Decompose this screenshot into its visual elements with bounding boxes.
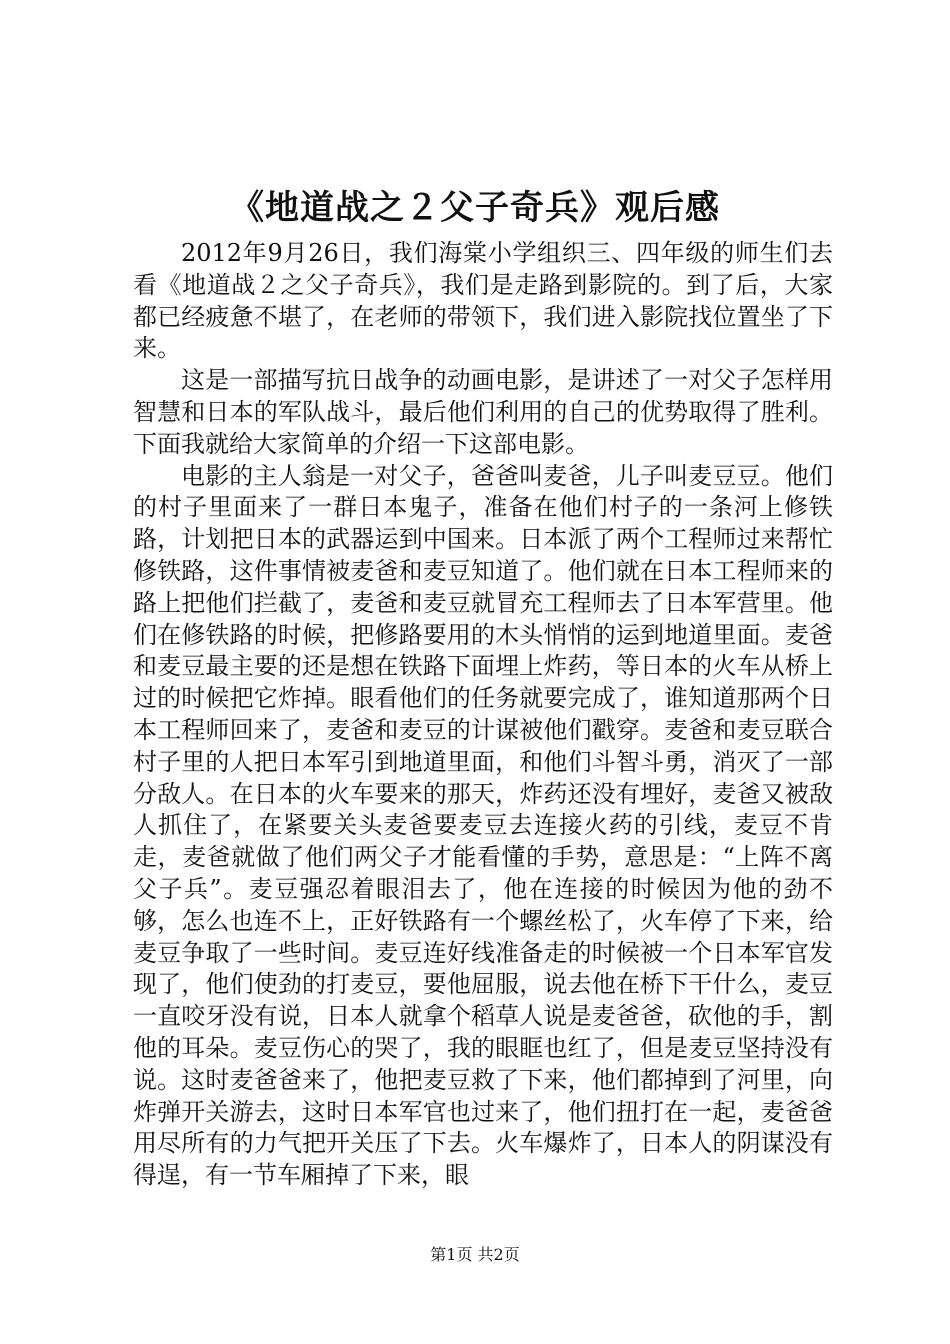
document-title: 《地道战之２父子奇兵》观后感 bbox=[230, 188, 720, 228]
paragraph-3: 电影的主人翁是一对父子，爸爸叫麦爸，儿子叫麦豆豆。他们的村子里面来了一群日本鬼子，准备在他们村子的一条河上修铁路，计划把日本的武器运到中国来。日本派了两个工程师过来帮忙修铁路，这件事情被麦爸和麦豆知道了。他们就在日本工程师来的路上把他们拦截了，麦爸和麦豆就冒充工程师去了日本军营里。他们在修铁路的时候，把修路要用的木头悄悄的运到地道里面。麦爸和麦豆最主要的还是想在铁路下面埋上炸药，等日本的火车从桥上过的时候把它炸掉。眼看他们的任务就要完成了，谁知道那两个日本工程师回来了，麦爸和麦豆的计谋被他们戳穿。麦爸和麦豆联合村子里的人把日本军引到地道里面，和他们斗智斗勇，消灭了一部分敌人。在日本的火车要来的那天，炸药还没有埋好，麦爸又被敌人抓住了，在紧要关头麦爸要麦豆去连接火药的引线，麦豆不肯走，麦爸就做了他们两父子才能看懂的手势，意思是：“上阵不离父子兵”。麦豆强忍着眼泪去了，他在连接的时候因为他的劲不够，怎么也连不上，正好铁路有一个螺丝松了，火车停了下来，给麦豆争取了一些时间。麦豆连好线准备走的时候被一个日本军官发现了，他们使劲的打麦豆，要他屈服，说去他在桥下干什么，麦豆一直咬牙没有说，日本人就拿个稻草人说是麦爸爸，砍他的手，割他的耳朵。麦豆伤心的哭了，我的眼眶也红了，但是麦豆坚持没有说。这时麦爸爸来了，他把麦豆救了下来，他们都掉到了河里，向炸弹开关游去，这时日本军官也过来了，他们扭打在一起，麦爸爸用尽所有的力气把开关压了下去。火车爆炸了，日本人的阴谋没有得逞，有一节车厢掉了下来，眼 bbox=[133, 461, 833, 1190]
paragraph-1: 2012年9月26日，我们海棠小学组织三、四年级的师生们去看《地道战２之父子奇兵》，我们是走路到影院的。到了后，大家都已经疲惫不堪了，在老师的带领下，我们进入影院找位置坐了下来。 bbox=[133, 239, 833, 363]
paragraph-2: 这是一部描写抗日战争的动画电影，是讲述了一对父子怎样用智慧和日本的军队战斗，最后他们利用的自己的优势取得了胜利。下面我就给大家简单的介绍一下这部电影。 bbox=[133, 366, 833, 458]
page-footer: 第1页 共2页 bbox=[430, 1245, 520, 1264]
document-body bbox=[133, 238, 833, 1192]
